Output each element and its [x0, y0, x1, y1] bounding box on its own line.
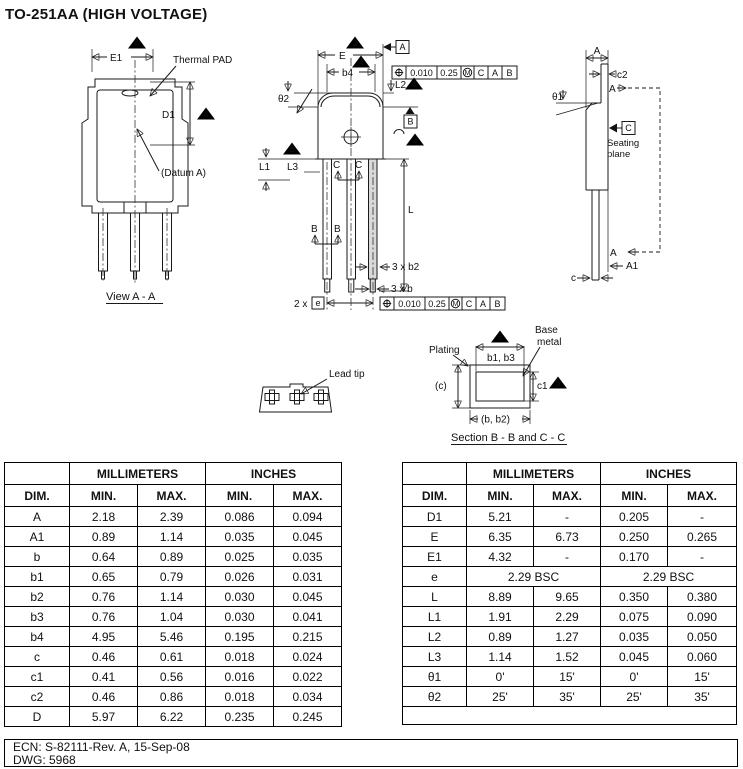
- table-cell: θ2: [403, 687, 467, 707]
- table-cell: 0.045: [601, 647, 668, 667]
- table-cell: 0.094: [274, 507, 342, 527]
- min-header: MIN.: [601, 485, 668, 507]
- table-cell: 0.235: [206, 707, 274, 727]
- empty-cell: [403, 707, 737, 725]
- table-cell: 0.250: [601, 527, 668, 547]
- table-cell: -: [668, 547, 737, 567]
- table-cell: D1: [403, 507, 467, 527]
- inches-header: INCHES: [601, 463, 737, 485]
- table-cell: 0.041: [274, 607, 342, 627]
- table-cell: 0.026: [206, 567, 274, 587]
- base-metal-label: metal: [537, 337, 562, 348]
- table-cell: 0.245: [274, 707, 342, 727]
- table-row: [403, 507, 737, 527]
- table-cell: 0.035: [206, 527, 274, 547]
- table-row: [403, 627, 737, 647]
- rev-flag-3: 3: [412, 135, 418, 145]
- rev-flag-4: 4: [203, 109, 209, 119]
- table-row: [5, 627, 342, 647]
- table-cell: 1.91: [467, 607, 534, 627]
- section-letter-b: B: [311, 224, 318, 235]
- dim-label-c-ref: (c): [435, 381, 447, 392]
- table-cell: 0.65: [70, 567, 138, 587]
- table-cell: 0.195: [206, 627, 274, 647]
- dim-label-e: E: [339, 51, 346, 62]
- rev-flag-5: 5: [497, 332, 503, 342]
- table-cell: 0.76: [70, 607, 138, 627]
- table-cell: 8.89: [467, 587, 534, 607]
- table-cell: 1.14: [467, 647, 534, 667]
- table-cell: 0.350: [601, 587, 668, 607]
- table-cell: 0.64: [70, 547, 138, 567]
- table-cell: 25': [601, 687, 668, 707]
- lead-tip-view: [260, 369, 366, 412]
- dimension-table-right: [402, 462, 737, 725]
- datum-flag-c: [607, 122, 639, 161]
- dwg-note: DWG: 5968: [13, 753, 76, 767]
- rev-flag-3: 3: [352, 38, 358, 48]
- table-cell: 2.29 BSC: [601, 567, 737, 587]
- table-cell: 0.035: [601, 627, 668, 647]
- section-letter-a: A: [609, 84, 616, 95]
- table-cell: 9.65: [534, 587, 601, 607]
- table-cell: 0.61: [138, 647, 206, 667]
- rev-flag-4: 4: [134, 38, 140, 48]
- min-header: MIN.: [70, 485, 138, 507]
- dimension-e1: [92, 37, 153, 73]
- dim-label-a: A: [593, 46, 601, 57]
- table-cell: A1: [5, 527, 70, 547]
- gauge-plane-mark: [394, 130, 404, 135]
- table-row: [403, 527, 737, 547]
- table-cell: 0.018: [206, 687, 274, 707]
- table-cell: 0': [601, 667, 668, 687]
- table-cell: A: [5, 507, 70, 527]
- base-metal-callout: [523, 325, 561, 376]
- table-cell: 0.380: [668, 587, 737, 607]
- table-row: [5, 507, 342, 527]
- section-plane-a: [609, 84, 660, 259]
- table-cell: θ1: [403, 667, 467, 687]
- dim-label-d1: D1: [162, 110, 175, 121]
- blank-header-cell: [5, 463, 70, 485]
- table-header: [5, 463, 342, 507]
- section-letter-a: A: [610, 248, 617, 259]
- table-cell: 2.29: [534, 607, 601, 627]
- table-cell: 0.022: [274, 667, 342, 687]
- feature-control-frame: [392, 66, 517, 79]
- table-cell: 0.41: [70, 667, 138, 687]
- table-cell: 0.018: [206, 647, 274, 667]
- page-title: TO-251AA (HIGH VOLTAGE): [5, 6, 208, 23]
- table-row: [403, 567, 737, 587]
- table-cell: 0.045: [274, 527, 342, 547]
- table-cell: 5.46: [138, 627, 206, 647]
- dim-label-l2: L2: [395, 80, 407, 91]
- table-cell: 0.016: [206, 667, 274, 687]
- table-cell: c2: [5, 687, 70, 707]
- table-cell: 0.89: [138, 547, 206, 567]
- table-cell: L1: [403, 607, 467, 627]
- rev-flag-5: 5: [289, 144, 295, 154]
- table-cell: 6.22: [138, 707, 206, 727]
- position-symbol-icon: [395, 68, 403, 76]
- table-cell: 35': [668, 687, 737, 707]
- table-cell: 4.95: [70, 627, 138, 647]
- table-cell: 0.89: [467, 627, 534, 647]
- table-cell: 0.075: [601, 607, 668, 627]
- table-row: [403, 647, 737, 667]
- section-letter-c: C: [333, 160, 341, 171]
- table-cell: 0.030: [206, 587, 274, 607]
- dim-label-l: L: [408, 205, 414, 216]
- table-cell: 1.52: [534, 647, 601, 667]
- fcf-datum-3: B: [494, 299, 501, 309]
- max-header: MAX.: [138, 485, 206, 507]
- table-cell: 0.024: [274, 647, 342, 667]
- table-cell: 0.215: [274, 627, 342, 647]
- table-cell: 0': [467, 667, 534, 687]
- table-cell: 1.27: [534, 627, 601, 647]
- table-cell: 15': [668, 667, 737, 687]
- table-row: [403, 607, 737, 627]
- max-header: MAX.: [534, 485, 601, 507]
- plating-label: Plating: [429, 345, 460, 356]
- table-row: [5, 667, 342, 687]
- table-filler-row: [403, 707, 737, 725]
- lead-tip-label: Lead tip: [329, 369, 365, 380]
- table-cell: 35': [534, 687, 601, 707]
- inches-header: INCHES: [206, 463, 342, 485]
- table-cell: b2: [5, 587, 70, 607]
- table-cell: 1.14: [138, 587, 206, 607]
- dim-label-b1-b3: b1, b3: [487, 353, 515, 364]
- table-cell: 25': [467, 687, 534, 707]
- dimension-a: [586, 46, 608, 108]
- table-row: [403, 587, 737, 607]
- table-row: [5, 527, 342, 547]
- datum-a-callout: [137, 129, 206, 179]
- blank-header-cell: [403, 463, 467, 485]
- table-row: [403, 687, 737, 707]
- note-2x: 2 x: [294, 299, 308, 310]
- section-letter-b: B: [334, 224, 341, 235]
- table-row: [5, 587, 342, 607]
- table-cell: -: [534, 507, 601, 527]
- seating-plane-label: plane: [607, 149, 631, 160]
- table-cell: 0.050: [668, 627, 737, 647]
- dimension-theta1: [552, 90, 598, 115]
- datum-flag-a: [383, 41, 409, 54]
- table-cell: 0.090: [668, 607, 737, 627]
- table-cell: 2.39: [138, 507, 206, 527]
- table-row: [5, 607, 342, 627]
- feature-control-frame: [380, 297, 505, 310]
- table-row: [5, 647, 342, 667]
- fcf-tol-inch: 0.010: [398, 299, 421, 309]
- table-row: [5, 547, 342, 567]
- table-row: [5, 707, 342, 727]
- table-row: [5, 687, 342, 707]
- datum-a-label: (Datum A): [161, 168, 207, 179]
- fcf-tol-inch: 0.010: [410, 68, 433, 78]
- dimension-l2: [288, 78, 423, 108]
- dimension-c-ref: [435, 365, 470, 408]
- dim-label-b4: b4: [342, 68, 354, 79]
- note-3xb2: 3 x b2: [392, 262, 420, 273]
- plating-callout: [429, 345, 468, 366]
- table-cell: 0.76: [70, 587, 138, 607]
- table-row: [403, 667, 737, 687]
- dim-label-e1: E1: [110, 53, 123, 64]
- fcf-datum-1: C: [465, 299, 473, 309]
- section-letter-c: C: [355, 160, 363, 171]
- table-cell: L3: [403, 647, 467, 667]
- dimension-a1: [610, 261, 639, 272]
- table-cell: b4: [5, 627, 70, 647]
- table-cell: 4.32: [467, 547, 534, 567]
- table-cell: b3: [5, 607, 70, 627]
- table-cell: 0.86: [138, 687, 206, 707]
- table-cell: -: [534, 547, 601, 567]
- table-cell: c1: [5, 667, 70, 687]
- pitch-dim-label: e: [315, 298, 321, 308]
- fcf-modifier: M: [452, 301, 459, 309]
- dimension-theta2: [278, 89, 312, 113]
- max-header: MAX.: [668, 485, 737, 507]
- table-cell: 0.035: [274, 547, 342, 567]
- table-cell: L: [403, 587, 467, 607]
- table-cell: 1.14: [138, 527, 206, 547]
- seating-plane-label: Seating: [607, 138, 640, 149]
- table-cell: 0.031: [274, 567, 342, 587]
- profile-package-view: [552, 46, 660, 284]
- table-cell: 0.030: [206, 607, 274, 627]
- table-cell: 15': [534, 667, 601, 687]
- dim-header: DIM.: [403, 485, 467, 507]
- table-cell: e: [403, 567, 467, 587]
- lead-cross-section-view: [429, 325, 567, 445]
- datum-c-flag-label: C: [625, 123, 632, 133]
- table-cell: 0.170: [601, 547, 668, 567]
- table-cell: D: [5, 707, 70, 727]
- pad-slot: [122, 90, 138, 96]
- table-header: [403, 463, 737, 507]
- rev-flag-5: 5: [555, 378, 561, 388]
- min-header: MIN.: [467, 485, 534, 507]
- table-cell: 0.46: [70, 687, 138, 707]
- dim-label-theta1: θ1: [552, 92, 564, 103]
- table-cell: 2.18: [70, 507, 138, 527]
- table-cell: 5.21: [467, 507, 534, 527]
- max-header: MAX.: [274, 485, 342, 507]
- table-cell: -: [668, 507, 737, 527]
- fcf-datum-2: A: [479, 299, 487, 309]
- dimension-b-b2: [470, 410, 530, 426]
- fcf-tol-mm: 0.25: [428, 299, 446, 309]
- table-cell: 0.205: [601, 507, 668, 527]
- table-cell: 0.060: [668, 647, 737, 667]
- table-cell: c: [5, 647, 70, 667]
- rev-flag-4: 4: [358, 57, 364, 67]
- table-cell: 0.79: [138, 567, 206, 587]
- dim-label-theta2: θ2: [278, 94, 290, 105]
- table-cell: 2.29 BSC: [467, 567, 601, 587]
- table-cell: b1: [5, 567, 70, 587]
- millimeters-header: MILLIMETERS: [70, 463, 206, 485]
- table-cell: 5.97: [70, 707, 138, 727]
- table-cell: b: [5, 547, 70, 567]
- dim-label-c: c: [571, 273, 576, 284]
- position-symbol-icon: [383, 299, 391, 307]
- view-a-caption: View A - A: [106, 291, 156, 303]
- fcf-datum-2: A: [491, 68, 499, 78]
- fcf-modifier: M: [464, 70, 471, 78]
- side-package-view: [258, 37, 517, 311]
- table-cell: 6.73: [534, 527, 601, 547]
- table-cell: 0.034: [274, 687, 342, 707]
- min-header: MIN.: [206, 485, 274, 507]
- table-cell: 0.045: [274, 587, 342, 607]
- fcf-datum-1: C: [477, 68, 485, 78]
- table-cell: 6.35: [467, 527, 534, 547]
- dim-label-a1: A1: [626, 261, 639, 272]
- datum-a-flag-label: A: [399, 42, 406, 52]
- table-cell: L2: [403, 627, 467, 647]
- table-row: [403, 547, 737, 567]
- ecn-note: ECN: S-82111-Rev. A, 15-Sep-08: [13, 740, 190, 754]
- note-3xb: 3 x b: [391, 284, 413, 295]
- table-cell: 0.086: [206, 507, 274, 527]
- drawing-footer: [4, 739, 738, 767]
- table-cell: E1: [403, 547, 467, 567]
- dim-label-l1: L1: [259, 162, 271, 173]
- front-package-view: [82, 37, 232, 304]
- table-cell: 0.265: [668, 527, 737, 547]
- table-cell: 0.025: [206, 547, 274, 567]
- table-cell: E: [403, 527, 467, 547]
- table-row: [5, 567, 342, 587]
- table-cell: 0.89: [70, 527, 138, 547]
- table-cell: 0.56: [138, 667, 206, 687]
- dim-label-c2: c2: [617, 70, 628, 81]
- datum-b-flag-label: B: [407, 116, 414, 127]
- dimension-l1-l3: [258, 143, 320, 192]
- millimeters-header: MILLIMETERS: [467, 463, 601, 485]
- thermal-pad-label: Thermal PAD: [173, 55, 233, 66]
- fcf-tol-mm: 0.25: [440, 68, 458, 78]
- rev-flag-4: 4: [411, 79, 417, 89]
- dim-label-b-b2: (b, b2): [481, 414, 510, 426]
- section-caption: Section B - B and C - C: [451, 432, 566, 444]
- dim-label-c1: c1: [537, 381, 548, 392]
- dimension-table-left: [4, 462, 342, 727]
- dim-label-l3: L3: [287, 162, 299, 173]
- dim-header: DIM.: [5, 485, 70, 507]
- table-cell: 1.04: [138, 607, 206, 627]
- table-cell: 0.46: [70, 647, 138, 667]
- fcf-datum-3: B: [506, 68, 513, 78]
- base-metal-label: Base: [535, 325, 558, 336]
- datum-flag-b: [383, 107, 418, 128]
